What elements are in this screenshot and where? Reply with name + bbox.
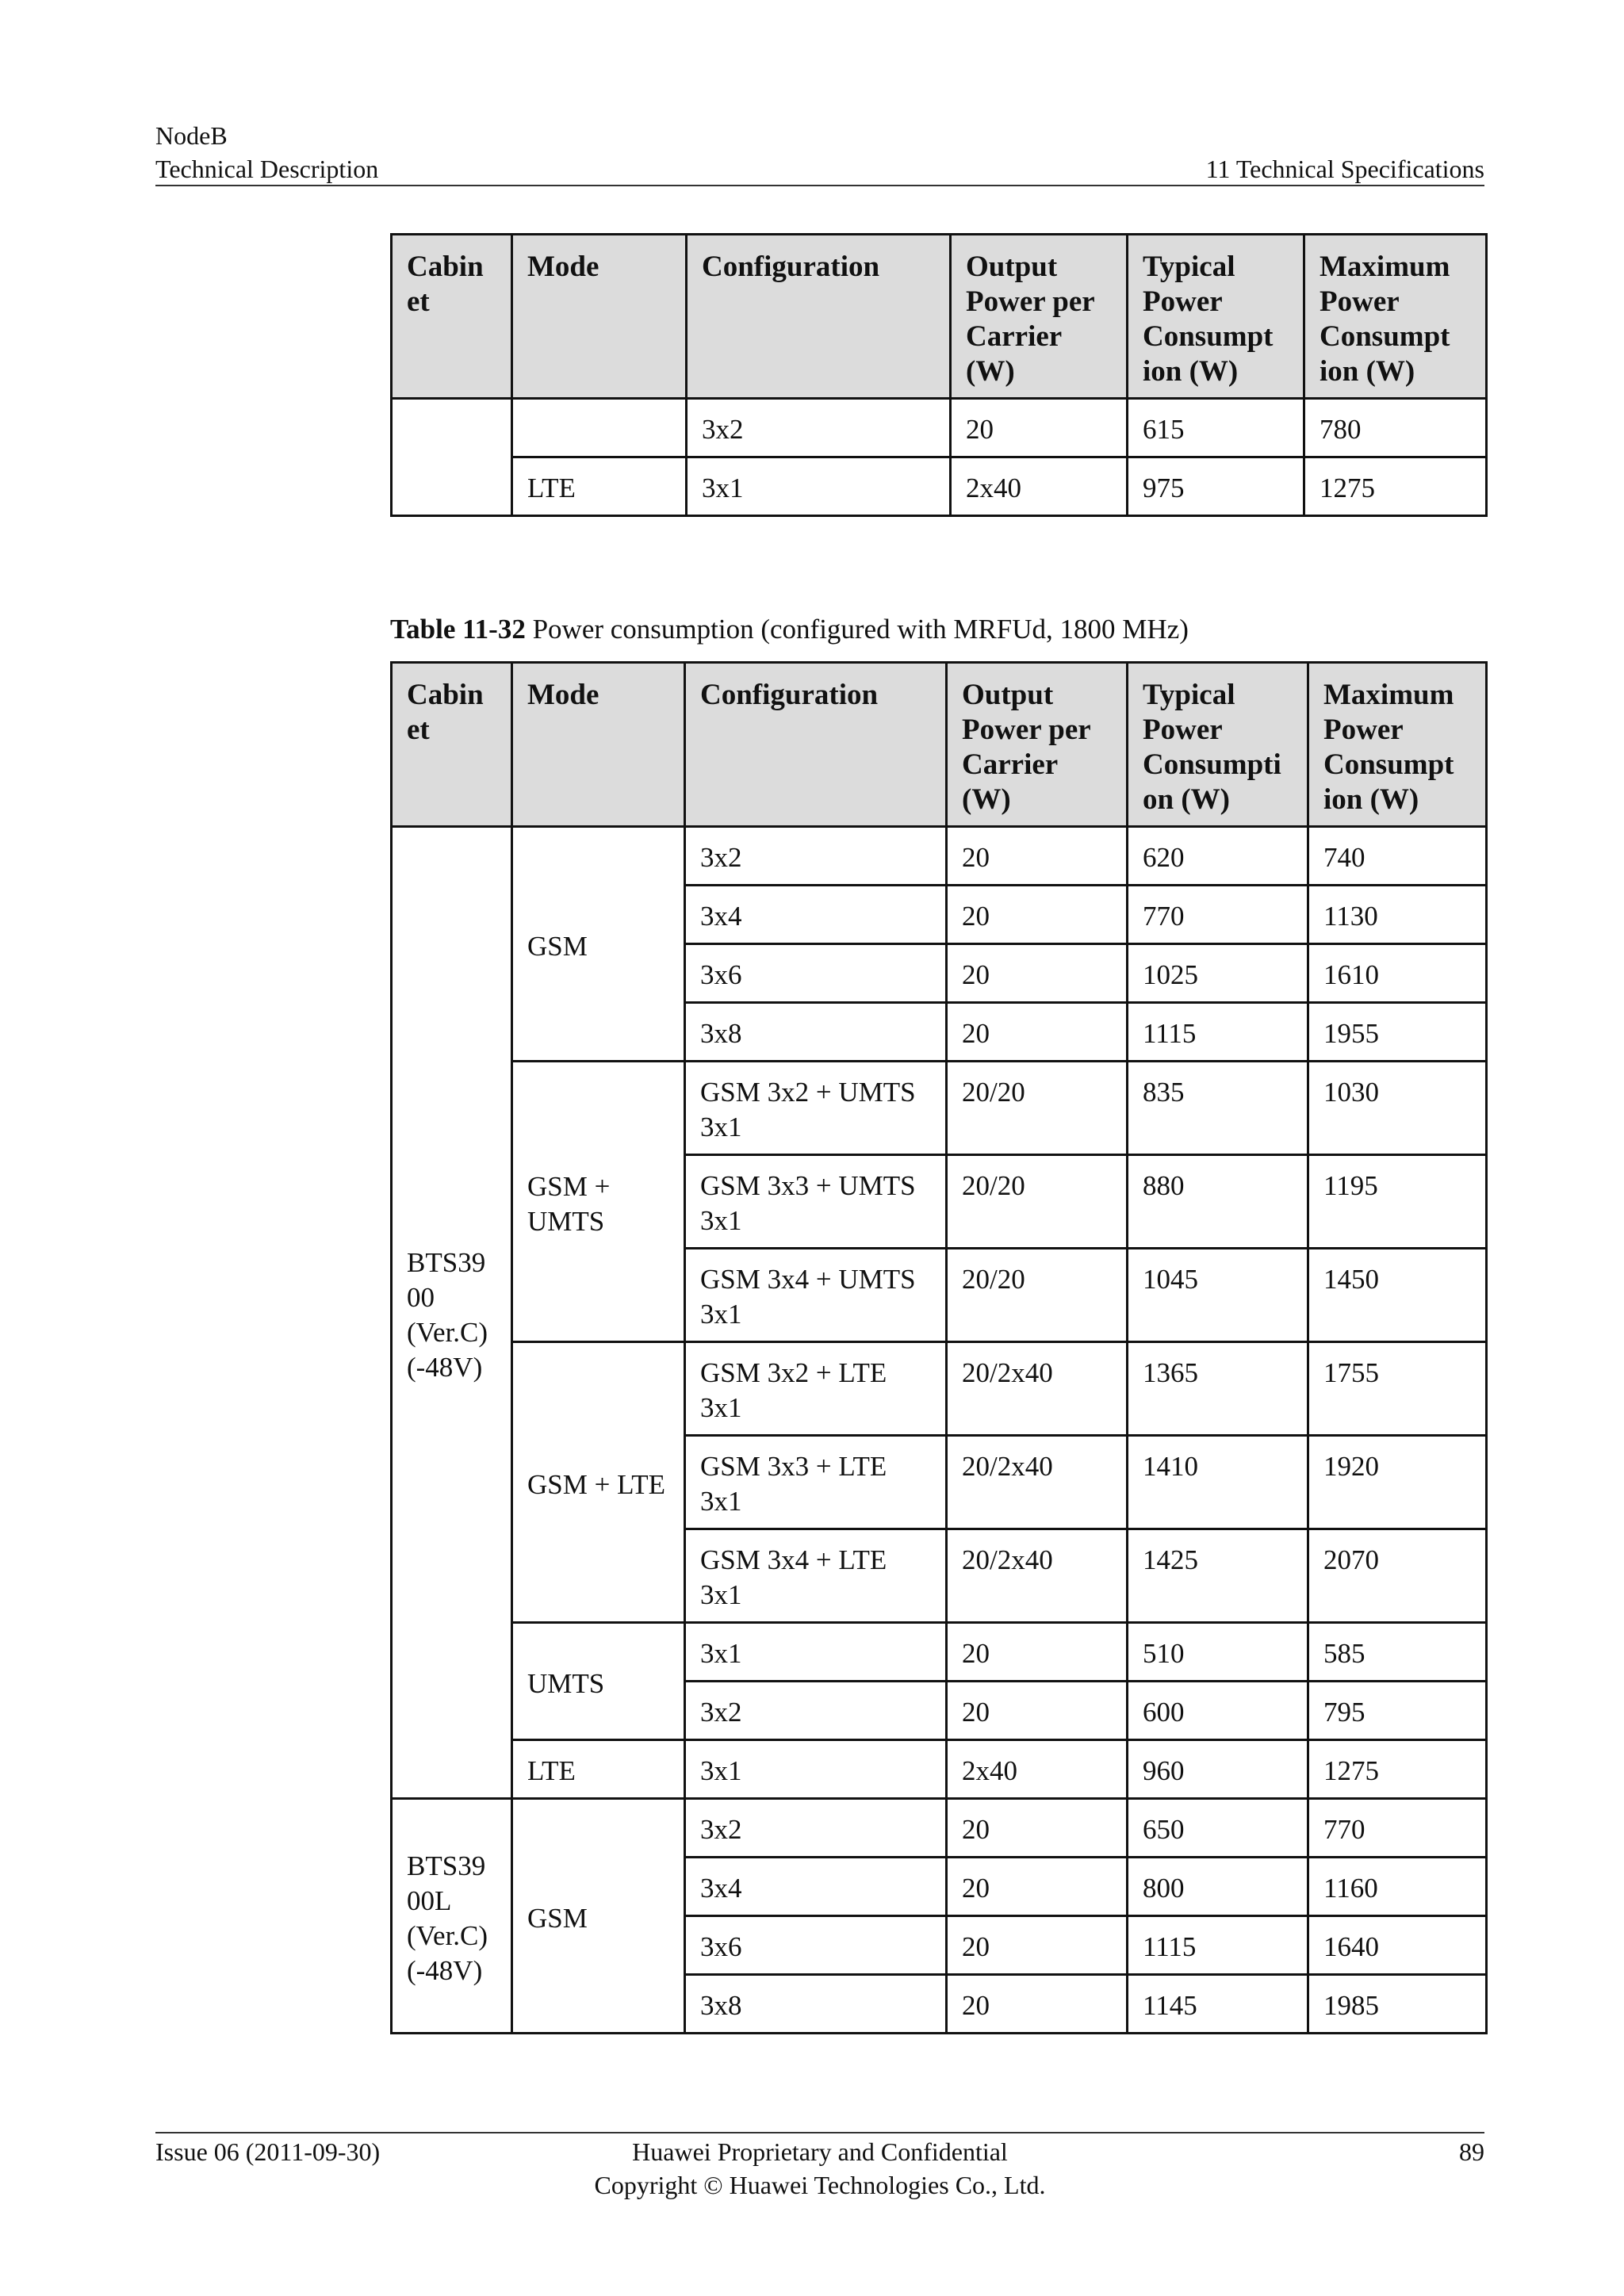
- header-typical-power: Typical Power Consumpt ion (W): [1128, 235, 1304, 399]
- max-cell: 795: [1308, 1682, 1487, 1740]
- table-row: [392, 1062, 1487, 1155]
- output-cell: 20: [947, 1623, 1128, 1682]
- config-cell: GSM 3x4 + UMTS 3x1: [685, 1249, 947, 1342]
- output-cell: 2x40: [947, 1740, 1128, 1799]
- config-cell: 3x2: [685, 1682, 947, 1740]
- header-configuration: Configuration: [685, 663, 947, 827]
- output-cell: 20: [947, 1916, 1128, 1975]
- max-cell: 2070: [1308, 1529, 1487, 1623]
- config-cell: 3x6: [685, 1916, 947, 1975]
- header-output-power: Output Power per Carrier (W): [951, 235, 1128, 399]
- config-cell: GSM 3x2 + LTE 3x1: [685, 1342, 947, 1436]
- max-cell: 1985: [1308, 1975, 1487, 2034]
- table-header-row: [392, 235, 1487, 399]
- typical-cell: 600: [1128, 1682, 1308, 1740]
- config-cell: 3x6: [685, 944, 947, 1003]
- max-cell: 1450: [1308, 1249, 1487, 1342]
- typical-cell: 1365: [1128, 1342, 1308, 1436]
- typical-cell: 835: [1128, 1062, 1308, 1155]
- max-cell: 770: [1308, 1799, 1487, 1858]
- config-cell: 3x1: [687, 457, 951, 516]
- document-title: Technical Description: [155, 155, 379, 183]
- max-cell: 1130: [1308, 886, 1487, 944]
- table-caption-label: Table 11-32: [390, 614, 526, 645]
- table-row: [392, 399, 1487, 457]
- max-cell: 1610: [1308, 944, 1487, 1003]
- table-row: [392, 1740, 1487, 1799]
- header-output-power: Output Power per Carrier (W): [947, 663, 1128, 827]
- typical-cell: 960: [1128, 1740, 1308, 1799]
- typical-cell: 1115: [1128, 1003, 1308, 1062]
- header-cabinet: Cabin et: [392, 663, 512, 827]
- config-cell: 3x2: [687, 399, 951, 457]
- typical-cell: 1145: [1128, 1975, 1308, 2034]
- max-cell: 1640: [1308, 1916, 1487, 1975]
- config-cell: 3x8: [685, 1975, 947, 2034]
- cabinet-cell: BTS39 00L (Ver.C) (-48V): [392, 1799, 512, 2034]
- config-cell: 3x4: [685, 886, 947, 944]
- typical-cell: 620: [1128, 827, 1308, 886]
- output-cell: 20/2x40: [947, 1436, 1128, 1529]
- typical-cell: 975: [1128, 457, 1304, 516]
- header-mode: Mode: [512, 663, 685, 827]
- output-cell: 20: [947, 1975, 1128, 2034]
- output-cell: 20/2x40: [947, 1529, 1128, 1623]
- page-header: [155, 119, 1484, 186]
- config-cell: GSM 3x2 + UMTS 3x1: [685, 1062, 947, 1155]
- typical-cell: 650: [1128, 1799, 1308, 1858]
- chapter-title: 11 Technical Specifications: [1205, 155, 1484, 183]
- header-maximum-power: Maximum Power Consumpt ion (W): [1308, 663, 1487, 827]
- typical-cell: 770: [1128, 886, 1308, 944]
- mode-cell: UMTS: [512, 1623, 685, 1740]
- typical-cell: 1045: [1128, 1249, 1308, 1342]
- output-cell: 2x40: [951, 457, 1128, 516]
- cabinet-cell: [392, 399, 512, 516]
- table-caption-text: Power consumption (configured with MRFUd, 1800 MHz): [525, 614, 1189, 645]
- output-cell: 20: [947, 1003, 1128, 1062]
- header-divider: [155, 185, 1484, 186]
- config-cell: 3x2: [685, 827, 947, 886]
- config-cell: GSM 3x3 + LTE 3x1: [685, 1436, 947, 1529]
- typical-cell: 1025: [1128, 944, 1308, 1003]
- proprietary-notice: Huawei Proprietary and Confidential: [632, 2137, 1008, 2166]
- power-consumption-table-continued: [390, 233, 1488, 517]
- config-cell: 3x1: [685, 1740, 947, 1799]
- output-cell: 20/20: [947, 1249, 1128, 1342]
- header-cabinet: Cabin et: [392, 235, 512, 399]
- table-row: [392, 1623, 1487, 1682]
- output-cell: 20/2x40: [947, 1342, 1128, 1436]
- max-cell: 780: [1304, 399, 1487, 457]
- mode-cell: GSM: [512, 1799, 685, 2034]
- output-cell: 20: [947, 1682, 1128, 1740]
- typical-cell: 1425: [1128, 1529, 1308, 1623]
- mode-cell: LTE: [512, 1740, 685, 1799]
- power-consumption-table: [390, 661, 1488, 2034]
- max-cell: 740: [1308, 827, 1487, 886]
- config-cell: GSM 3x4 + LTE 3x1: [685, 1529, 947, 1623]
- output-cell: 20: [947, 886, 1128, 944]
- max-cell: 1955: [1308, 1003, 1487, 1062]
- header-configuration: Configuration: [687, 235, 951, 399]
- output-cell: 20: [947, 827, 1128, 886]
- table-caption: [390, 612, 1189, 647]
- output-cell: 20: [947, 1799, 1128, 1858]
- product-name: NodeB: [155, 121, 228, 150]
- table-row: [392, 827, 1487, 886]
- mode-cell: GSM: [512, 827, 685, 1062]
- max-cell: 1160: [1308, 1858, 1487, 1916]
- mode-cell: LTE: [512, 457, 687, 516]
- copyright-notice: Copyright © Huawei Technologies Co., Ltd.: [594, 2171, 1046, 2199]
- typical-cell: 1410: [1128, 1436, 1308, 1529]
- footer-divider: [155, 2132, 1484, 2133]
- typical-cell: 615: [1128, 399, 1304, 457]
- issue-info: Issue 06 (2011-09-30): [155, 2137, 381, 2166]
- output-cell: 20/20: [947, 1062, 1128, 1155]
- footer-copyright-block: [155, 2135, 1484, 2202]
- output-cell: 20: [947, 1858, 1128, 1916]
- max-cell: 1195: [1308, 1155, 1487, 1249]
- typical-cell: 1115: [1128, 1916, 1308, 1975]
- config-cell: 3x4: [685, 1858, 947, 1916]
- max-cell: 1030: [1308, 1062, 1487, 1155]
- max-cell: 1755: [1308, 1342, 1487, 1436]
- header-typical-power: Typical Power Consumpti on (W): [1128, 663, 1308, 827]
- mode-cell: GSM + LTE: [512, 1342, 685, 1623]
- config-cell: GSM 3x3 + UMTS 3x1: [685, 1155, 947, 1249]
- cabinet-cell: BTS39 00 (Ver.C) (-48V): [392, 827, 512, 1799]
- mode-cell: GSM + UMTS: [512, 1062, 685, 1342]
- typical-cell: 880: [1128, 1155, 1308, 1249]
- output-cell: 20: [951, 399, 1128, 457]
- max-cell: 1920: [1308, 1436, 1487, 1529]
- max-cell: 1275: [1304, 457, 1487, 516]
- typical-cell: 800: [1128, 1858, 1308, 1916]
- table-header-row: [392, 663, 1487, 827]
- max-cell: 585: [1308, 1623, 1487, 1682]
- max-cell: 1275: [1308, 1740, 1487, 1799]
- config-cell: 3x2: [685, 1799, 947, 1858]
- mode-cell: [512, 399, 687, 457]
- config-cell: 3x1: [685, 1623, 947, 1682]
- typical-cell: 510: [1128, 1623, 1308, 1682]
- config-cell: 3x8: [685, 1003, 947, 1062]
- header-mode: Mode: [512, 235, 687, 399]
- output-cell: 20: [947, 944, 1128, 1003]
- page-number: 89: [1459, 2137, 1484, 2166]
- table-row: [392, 1342, 1487, 1436]
- table-row: [392, 457, 1487, 516]
- output-cell: 20/20: [947, 1155, 1128, 1249]
- table-row: [392, 1799, 1487, 1858]
- header-maximum-power: Maximum Power Consumpt ion (W): [1304, 235, 1487, 399]
